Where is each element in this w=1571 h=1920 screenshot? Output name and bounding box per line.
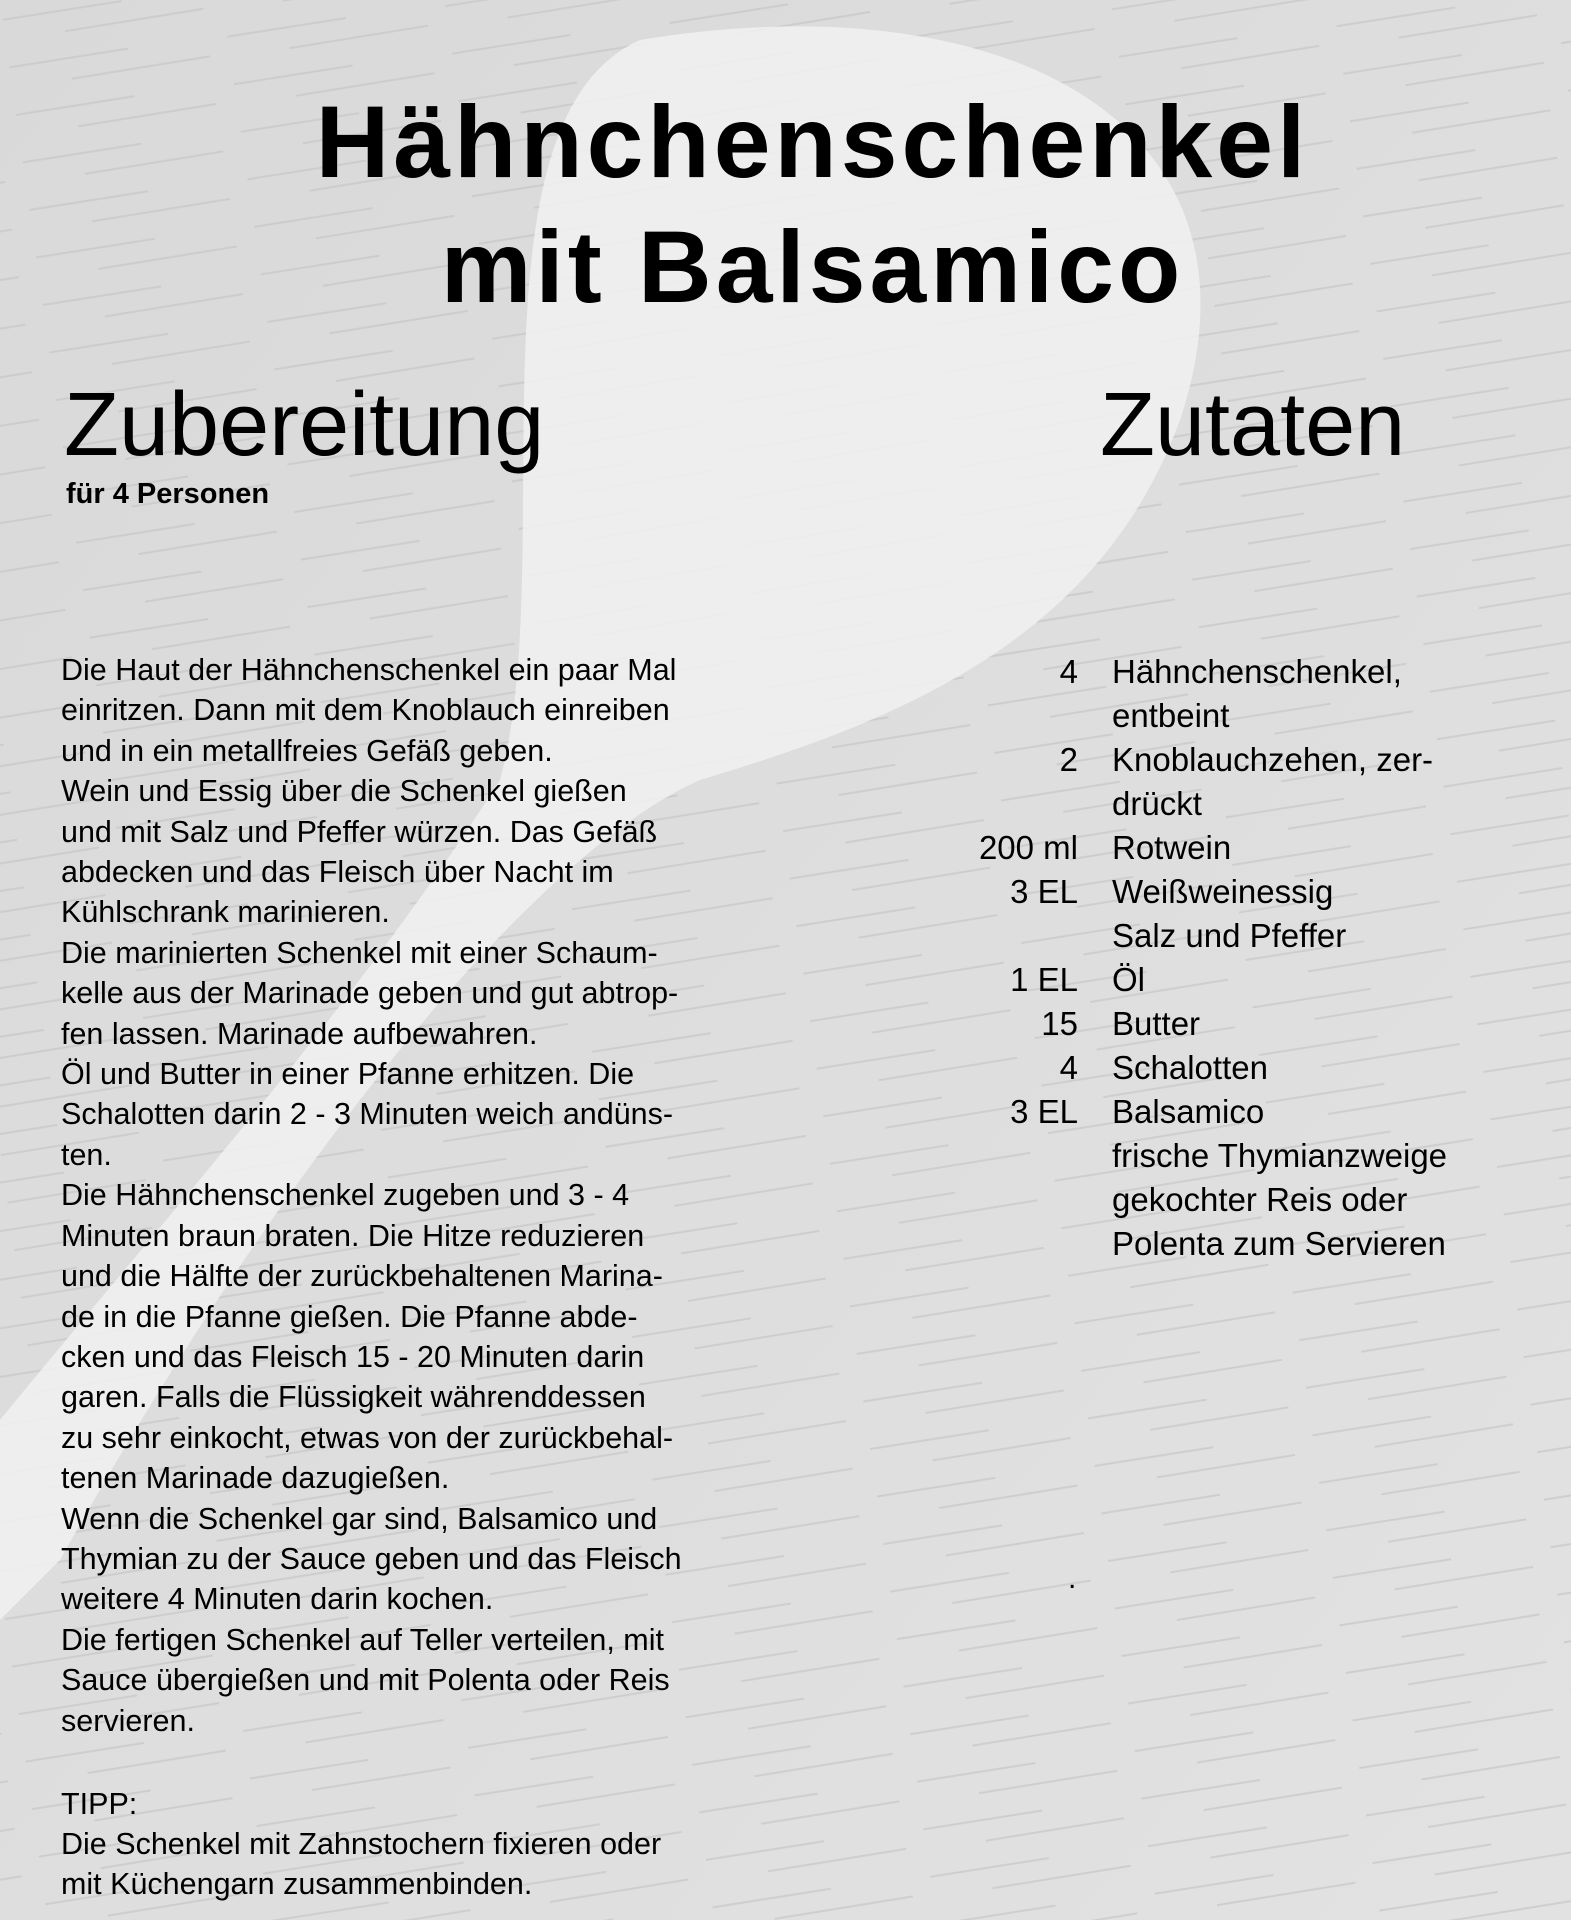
ingredient-name: Balsamico <box>1112 1093 1265 1130</box>
preparation-line: ten. <box>61 1137 112 1172</box>
trailing-mark: . <box>1068 1562 1077 1595</box>
ingredient-row <box>900 1134 1447 1178</box>
title-line-1: Hähnchenschenkel <box>315 85 1310 199</box>
ingredient-amount: 3 EL <box>1010 873 1078 910</box>
preparation-line: Sauce übergießen und mit Polenta oder Reis <box>61 1663 670 1698</box>
preparation-line: einritzen. Dann mit dem Knoblauch einreiben <box>61 693 670 728</box>
ingredients-list <box>900 650 1447 1266</box>
preparation-line: tenen Marinade dazugießen. <box>61 1461 450 1496</box>
ingredient-amount: 200 ml <box>978 829 1078 866</box>
preparation-text <box>61 650 682 1741</box>
preparation-line: zu sehr einkocht, etwas von der zurückbehal- <box>61 1420 674 1455</box>
ingredient-amount <box>900 694 1112 738</box>
ingredient-name: Weißweinessig <box>1112 873 1334 910</box>
ingredient-row <box>900 1178 1447 1222</box>
ingredient-row <box>900 914 1447 958</box>
ingredient-name: Schalotten <box>1112 1049 1268 1086</box>
ingredient-name: Knoblauchzehen, zer- <box>1112 741 1434 778</box>
ingredient-amount: 15 <box>1041 1005 1078 1042</box>
ingredient-amount <box>900 1178 1112 1222</box>
preparation-line: de in die Pfanne gießen. Die Pfanne abde- <box>61 1299 638 1334</box>
ingredient-row <box>900 650 1447 694</box>
ingredient-amount <box>900 782 1112 826</box>
ingredient-row <box>900 738 1447 782</box>
ingredient-name: frische Thymianzweige <box>1112 1137 1448 1174</box>
ingredient-row <box>900 694 1447 738</box>
preparation-line: Öl und Butter in einer Pfanne erhitzen. Die <box>61 1057 635 1092</box>
preparation-line: Die Hähnchenschenkel zugeben und 3 - 4 <box>61 1178 630 1213</box>
preparation-line: fen lassen. Marinade aufbewahren. <box>61 1016 538 1051</box>
ingredient-row <box>900 826 1447 870</box>
preparation-heading: Zubereitung <box>64 375 545 475</box>
ingredient-row <box>900 958 1447 1002</box>
ingredient-name: Öl <box>1112 961 1145 998</box>
tip-label: TIPP: <box>61 1787 138 1821</box>
preparation-line: Minuten braun braten. Die Hitze reduzieren <box>61 1218 645 1253</box>
tip-line: Die Schenkel mit Zahnstochern fixieren oder <box>61 1827 662 1861</box>
ingredient-name: Hähnchenschenkel, <box>1112 653 1402 690</box>
ingredient-name: entbeint <box>1112 697 1230 734</box>
preparation-line: und mit Salz und Pfeffer würzen. Das Gefäß <box>61 814 658 849</box>
ingredient-row <box>900 1046 1447 1090</box>
ingredient-amount <box>900 1222 1112 1266</box>
preparation-line: kelle aus der Marinade geben und gut abtrop- <box>61 976 679 1011</box>
ingredient-name: Rotwein <box>1112 829 1232 866</box>
ingredient-name: Salz und Pfeffer <box>1112 917 1347 954</box>
ingredient-amount: 4 <box>1059 1049 1078 1086</box>
ingredient-name: Polenta zum Servieren <box>1112 1225 1446 1262</box>
preparation-line: abdecken und das Fleisch über Nacht im <box>61 855 614 890</box>
tip-line: mit Küchengarn zusammenbinden. <box>61 1867 533 1901</box>
ingredient-amount: 1 EL <box>1010 961 1078 998</box>
ingredient-name: Butter <box>1112 1005 1201 1042</box>
ingredients-heading: Zutaten <box>1100 375 1406 475</box>
ingredient-name: gekochter Reis oder <box>1112 1181 1408 1218</box>
preparation-line: cken und das Fleisch 15 - 20 Minuten darin <box>61 1339 645 1374</box>
ingredient-amount: 4 <box>1059 653 1078 690</box>
preparation-line: und die Hälfte der zurückbehaltenen Marina- <box>61 1259 663 1294</box>
preparation-line: Die fertigen Schenkel auf Teller verteilen, mit <box>61 1622 664 1657</box>
tip-section <box>61 1784 661 1904</box>
preparation-line: garen. Falls die Flüssigkeit währenddessen <box>61 1380 646 1415</box>
preparation-line: Schalotten darin 2 - 3 Minuten weich andüns- <box>61 1097 674 1132</box>
ingredient-row <box>900 1222 1447 1266</box>
preparation-line: servieren. <box>61 1703 195 1738</box>
preparation-line: weitere 4 Minuten darin kochen. <box>61 1582 494 1617</box>
preparation-line: Thymian zu der Sauce geben und das Fleisch <box>61 1541 682 1576</box>
preparation-line: Wenn die Schenkel gar sind, Balsamico und <box>61 1501 658 1536</box>
preparation-line: und in ein metallfreies Gefäß geben. <box>61 733 553 768</box>
ingredient-amount <box>900 914 1112 958</box>
ingredient-row <box>900 1002 1447 1046</box>
preparation-line: Die Haut der Hähnchenschenkel ein paar Mal <box>61 653 677 687</box>
ingredient-name: drückt <box>1112 785 1202 822</box>
ingredient-amount: 3 EL <box>1010 1093 1078 1130</box>
ingredient-row <box>900 782 1447 826</box>
ingredient-row <box>900 1090 1447 1134</box>
title-line-2: mit Balsamico <box>440 210 1185 324</box>
preparation-line: Kühlschrank marinieren. <box>61 895 390 930</box>
preparation-line: Wein und Essig über die Schenkel gießen <box>61 774 627 809</box>
ingredient-amount: 2 <box>1059 741 1078 778</box>
servings-label: für 4 Personen <box>66 478 270 510</box>
preparation-line: Die marinierten Schenkel mit einer Schaum- <box>61 935 658 970</box>
recipe-title <box>0 80 1571 330</box>
ingredient-amount <box>900 1134 1112 1178</box>
ingredient-row <box>900 870 1447 914</box>
